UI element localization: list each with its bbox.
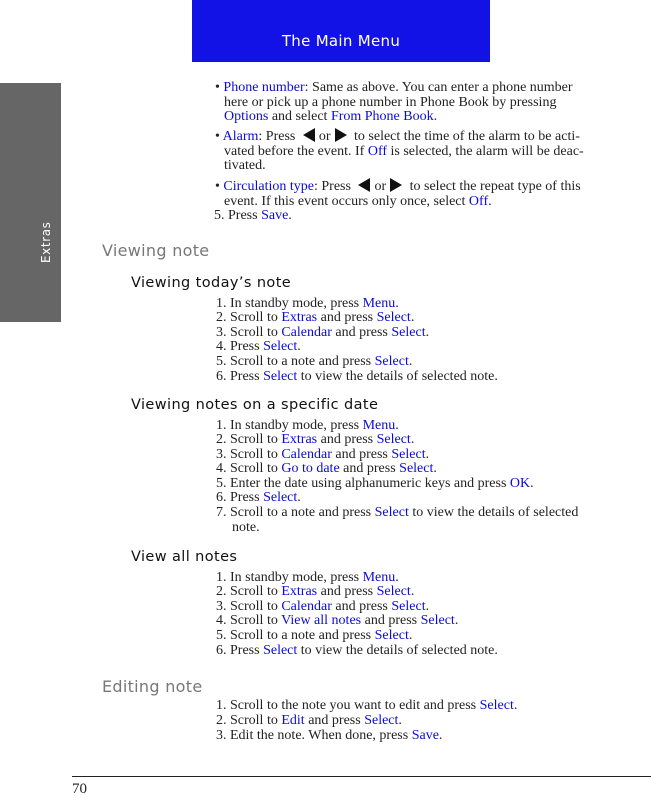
side-tab-label: Extras — [39, 221, 53, 263]
keyword: Select — [391, 325, 426, 340]
left-arrow-icon — [303, 128, 315, 142]
keyword: From Phone Book — [330, 109, 434, 124]
step: 2. Scroll to Extras and press Select. — [216, 432, 415, 447]
keyword: Select — [376, 584, 411, 599]
keyword: Menu — [362, 296, 396, 311]
bullet-circulation-type: • Circulation type: Press or to select the repeat type of this event. If this event occurs only once, select Off. — [215, 179, 581, 209]
footer-divider — [72, 776, 651, 777]
step: 4. Scroll to Go to date and press Select. — [216, 461, 437, 476]
subheading-todays-note: Viewing today’s note — [131, 275, 292, 291]
section-heading-viewing-note: Viewing note — [102, 241, 210, 260]
step: 3. Scroll to Calendar and press Select. — [216, 447, 430, 462]
keyword: Off — [468, 193, 489, 209]
keyword: Extras — [281, 310, 318, 325]
step: 2. Scroll to Edit and press Select. — [216, 713, 402, 728]
step: 5. Enter the date using alphanumeric keys and press OK. — [216, 476, 534, 491]
keyword: Select — [263, 369, 298, 384]
keyword: Select — [479, 698, 514, 713]
chapter-title: The Main Menu — [281, 32, 401, 50]
keyword: Select — [376, 432, 411, 447]
bullet-phone-number: • Phone number: Same as above. You can enter a phone number here or pick up a phone number in Phone Book by pressing Options and select From Phone Book. — [215, 80, 573, 124]
keyword: Select — [374, 354, 409, 369]
keyword: Select — [374, 628, 409, 643]
step: 6. Press Select to view the details of selected note. — [216, 643, 498, 658]
step: 6. Press Select. — [216, 490, 301, 505]
step-save: 5. Press Save. — [214, 208, 292, 223]
step: 6. Press Select to view the details of selected note. — [216, 369, 498, 384]
keyword: Select — [374, 505, 409, 520]
step: 3. Scroll to Calendar and press Select. — [216, 599, 430, 614]
left-arrow-icon — [358, 178, 370, 192]
keyword: Phone number — [223, 80, 305, 95]
keyword: View all notes — [281, 613, 362, 628]
keyword: Menu — [362, 418, 396, 433]
keyword: Save — [411, 728, 439, 743]
page-number: 70 — [72, 781, 87, 797]
step: 2. Scroll to Extras and press Select. — [216, 310, 415, 325]
keyword: Edit — [281, 713, 305, 728]
step: 1. In standby mode, press Menu. — [216, 570, 399, 585]
bullet-alarm: • Alarm: Press or to select the time of the alarm to be acti- vated before the event. If Off is selected, the alarm will be deac- tivated. — [215, 129, 584, 173]
section-side-tab — [0, 83, 61, 322]
keyword: Calendar — [281, 447, 332, 462]
step: 4. Press Select. — [216, 339, 301, 354]
subheading-view-all-notes: View all notes — [131, 549, 238, 565]
keyword: Select — [391, 599, 426, 614]
keyword: Select — [420, 613, 455, 628]
step: 1. In standby mode, press Menu. — [216, 296, 399, 311]
step: 3. Scroll to Calendar and press Select. — [216, 325, 430, 340]
step: 1. In standby mode, press Menu. — [216, 418, 399, 433]
keyword: Select — [391, 447, 426, 462]
step: 4. Scroll to View all notes and press Select. — [216, 613, 459, 628]
step: 2. Scroll to Extras and press Select. — [216, 584, 415, 599]
keyword: Select — [263, 339, 298, 354]
step: 5. Scroll to a note and press Select. — [216, 354, 413, 369]
keyword: Select — [364, 713, 399, 728]
keyword: Menu — [362, 570, 396, 585]
keyword: Go to date — [281, 461, 340, 476]
keyword: Alarm — [222, 129, 259, 144]
keyword: Options — [224, 109, 269, 124]
keyword: Calendar — [281, 599, 332, 614]
section-heading-editing-note: Editing note — [102, 677, 203, 696]
step: 3. Edit the note. When done, press Save. — [216, 728, 443, 743]
keyword: Save — [261, 208, 289, 223]
keyword: Circulation type — [223, 179, 314, 194]
step: 5. Scroll to a note and press Select. — [216, 628, 413, 643]
step-continuation: note. — [232, 520, 260, 535]
keyword: Extras — [281, 432, 318, 447]
right-arrow-icon — [335, 128, 347, 142]
right-arrow-icon — [390, 178, 402, 192]
keyword: OK — [509, 476, 531, 491]
keyword: Calendar — [281, 325, 332, 340]
keyword: Select — [263, 490, 298, 505]
subheading-specific-date: Viewing notes on a specific date — [131, 397, 379, 413]
keyword: Select — [399, 461, 434, 476]
keyword: Select — [263, 643, 298, 658]
chapter-header-tab — [192, 0, 490, 62]
step: 7. Scroll to a note and press Select to view the details of selected — [216, 505, 579, 520]
keyword: Extras — [281, 584, 318, 599]
keyword: Off — [367, 143, 388, 159]
step: 1. Scroll to the note you want to edit and press Select. — [216, 698, 518, 713]
keyword: Select — [376, 310, 411, 325]
